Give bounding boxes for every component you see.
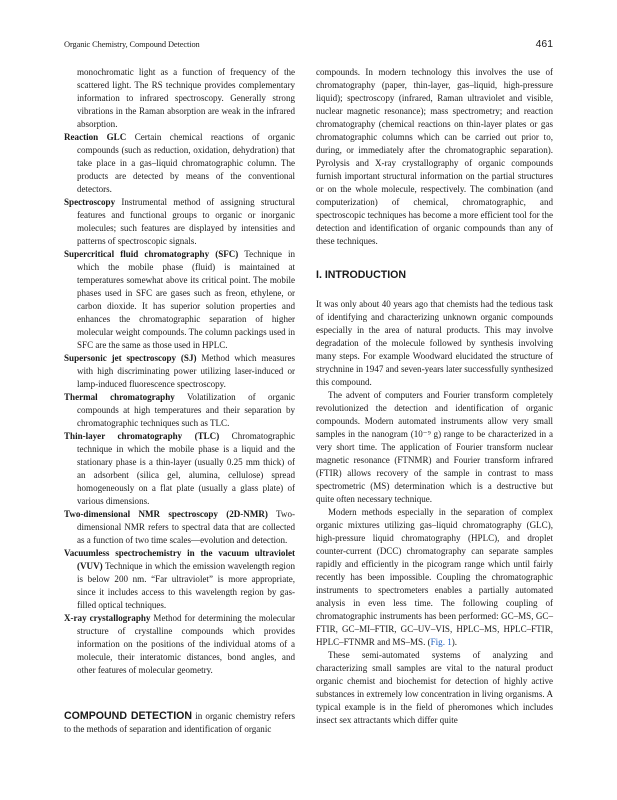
glossary-definition: Chromatographic technique in which the mobile phase is a liquid and the stationary phase is a thin-layer (usually 0.25 mm thick) of an adsorbent (silica gel, alumina, cellulose) spread homogeneously on a flat plate (usually a glass plate) of various dimensions. (77, 431, 295, 506)
glossary-term: Thermal chromatography (64, 392, 175, 402)
glossary-entry (64, 547, 295, 612)
glossary-definition: Instrumental method of assigning structural features and functional groups to organic or inorganic molecules; such features are displayed by intensities and patterns of spectroscopic signals. (77, 197, 295, 246)
glossary-entry (64, 131, 295, 196)
abstract-continuation: compounds. In modern technology this involves the use of chromatography (paper, thin-layer, gas–liquid, high-pressure liquid); spectroscopy (infrared, Raman ultraviolet and visible, nuclear magnetic resonance); mass spectrometry; and reaction chromatography (chemical reactions on thin-layer plates or gas chromatographic columns which can be carried out prior to, during, or immediately after the chromatographic separation). Pyrolysis and X-ray crystallography of organic compounds furnish important structural information on the partial structures or on the whole molecule, respectively. The combination (and computerization) of chemical, chromatographic, and spectroscopic techniques has become a more efficient tool for the detection and identification of organic compounds than any of these techniques. (316, 67, 553, 246)
section-heading: I. INTRODUCTION (316, 269, 407, 281)
page-number: 461 (535, 39, 553, 50)
glossary-term: Vacuumless spectrochemistry in the vacuum ultraviolet (VUV) (64, 548, 295, 571)
glossary-entry (64, 612, 295, 677)
figure-link[interactable]: Fig. 1 (430, 637, 452, 647)
glossary-definition: Method which measures with high discriminating power utilizing laser-induced or lamp-induced fluorescence spectroscopy. (77, 353, 295, 389)
paragraph-text: Modern methods especially in the separation of complex organic mixtures utilizing gas–liquid chromatography (GLC), high-pressure liquid chromatography (HPLC), and droplet counter-current (DCC) chromatography can separate samples rapidly and efficiently in the picogram range which until fairly recently has been impossible. Coupling the chromatographic instruments to spectrometers enables a partially automated analysis in even less time. The following coupling of chromatographic instruments has been performed: GC–MS, GC–FTIR, GC–MI–FTIR, GC–UV–VIS, HPLC–MS, HPLC–FTIR, HPLC–FTNMR and MS–MS. ( (316, 507, 553, 647)
intro-paragraph: The advent of computers and Fourier transform completely revolutionized the detection and identification of organic compounds. Modern automated instruments allow very small samples in the nanogram (10⁻⁹ g) range to be characterized in a very short time. The application of Fourier transform nuclear magnetic resonance (FTNMR) and Fourier transform infrared (FTIR) allows recovery of the sample in contrast to mass spectrometric (MS) determination which is a destructive but quite often necessary technique. (316, 390, 553, 504)
glossary-definition: Method for determining the molecular structure of crystalline compounds which provides information on the positions of the individual atoms of a molecule, their interatomic distances, bond angles, and other features of molecular geometry. (77, 613, 295, 675)
glossary-definition: Technique in which the emission wavelength region is below 200 nm. “Far ultraviolet” is more appropriate, since it includes access to this wavelength region by gas-filled optical techniques. (77, 561, 295, 610)
compound-detection-text: in organic chemistry refers to the methods of separation and identification of organic (64, 711, 296, 734)
left-column (64, 66, 295, 736)
intro-paragraph (316, 506, 553, 649)
running-head: Organic Chemistry, Compound Detection (64, 40, 200, 49)
glossary-definition: Technique in which the mobile phase (fluid) is maintained at temperatures somewhat above its critical point. The mobile phases used in SFC are gases such as freon, ethylene, or carbon dioxide. It has superior solution properties and enhances the chromatographic separation of higher molecular weight compounds. The column packings used in SFC are the same as those used in HPLC. (77, 249, 295, 350)
glossary-continuation: monochromatic light as a function of frequency of the scattered light. The RS technique provides complementary information to infrared spectroscopy. Generally strong vibrations in the Raman absorption are weak in the infrared absorption. (77, 67, 295, 129)
glossary-term: Thin-layer chromatography (TLC) (64, 431, 220, 441)
glossary-term: Two-dimensional NMR spectroscopy (2D-NMR) (64, 509, 268, 519)
glossary-definition: Volatilization of organic compounds at high temperatures and their separation by chromatographic techniques such as TLC. (77, 392, 295, 428)
glossary-definition: Two-dimensional NMR refers to spectral data that are collected as a function of two time scales—evolution and detection. (77, 509, 295, 545)
glossary-term: Supersonic jet spectroscopy (SJ) (64, 353, 197, 363)
glossary-term: X-ray crystallography (64, 613, 151, 623)
glossary-term: Supercritical fluid chromatography (SFC) (64, 249, 239, 259)
glossary-entry (64, 508, 295, 547)
compound-detection-lead (64, 709, 295, 736)
glossary-entry (64, 352, 295, 391)
glossary-entry (64, 248, 295, 352)
paragraph-text: ). (451, 637, 458, 647)
compound-detection-term: COMPOUND DETECTION (64, 710, 193, 722)
glossary-term: Reaction GLC (64, 132, 127, 142)
glossary-entry (64, 196, 295, 248)
intro-paragraph: It was only about 40 years ago that chemists had the tedious task of identifying and characterizing unknown organic compounds especially in the area of natural products. This may involve degradation of the molecule followed by synthesis involving many steps. For example Woodward elucidated the structure of strychnine in 1947 and seven-years later successfully synthesized this compound. (316, 299, 553, 387)
glossary-term: Spectroscopy (64, 197, 116, 207)
glossary-entry (64, 391, 295, 430)
glossary-entry (64, 430, 295, 508)
intro-paragraph: These semi-automated systems of analyzing and characterizing small samples are vital to the natural product organic chemist and biochemist for detection of highly active substances in extremely low concentration in living organisms. A typical example is in the field of pheromones which includes insect sex attractants which differ quite (316, 650, 553, 725)
right-column (316, 66, 553, 727)
glossary-definition: Certain chemical reactions of organic compounds (such as reduction, oxidation, dehydration) that take place in a gas–liquid chromatographic column. The products are detected by means of the conventional detectors. (77, 132, 295, 194)
